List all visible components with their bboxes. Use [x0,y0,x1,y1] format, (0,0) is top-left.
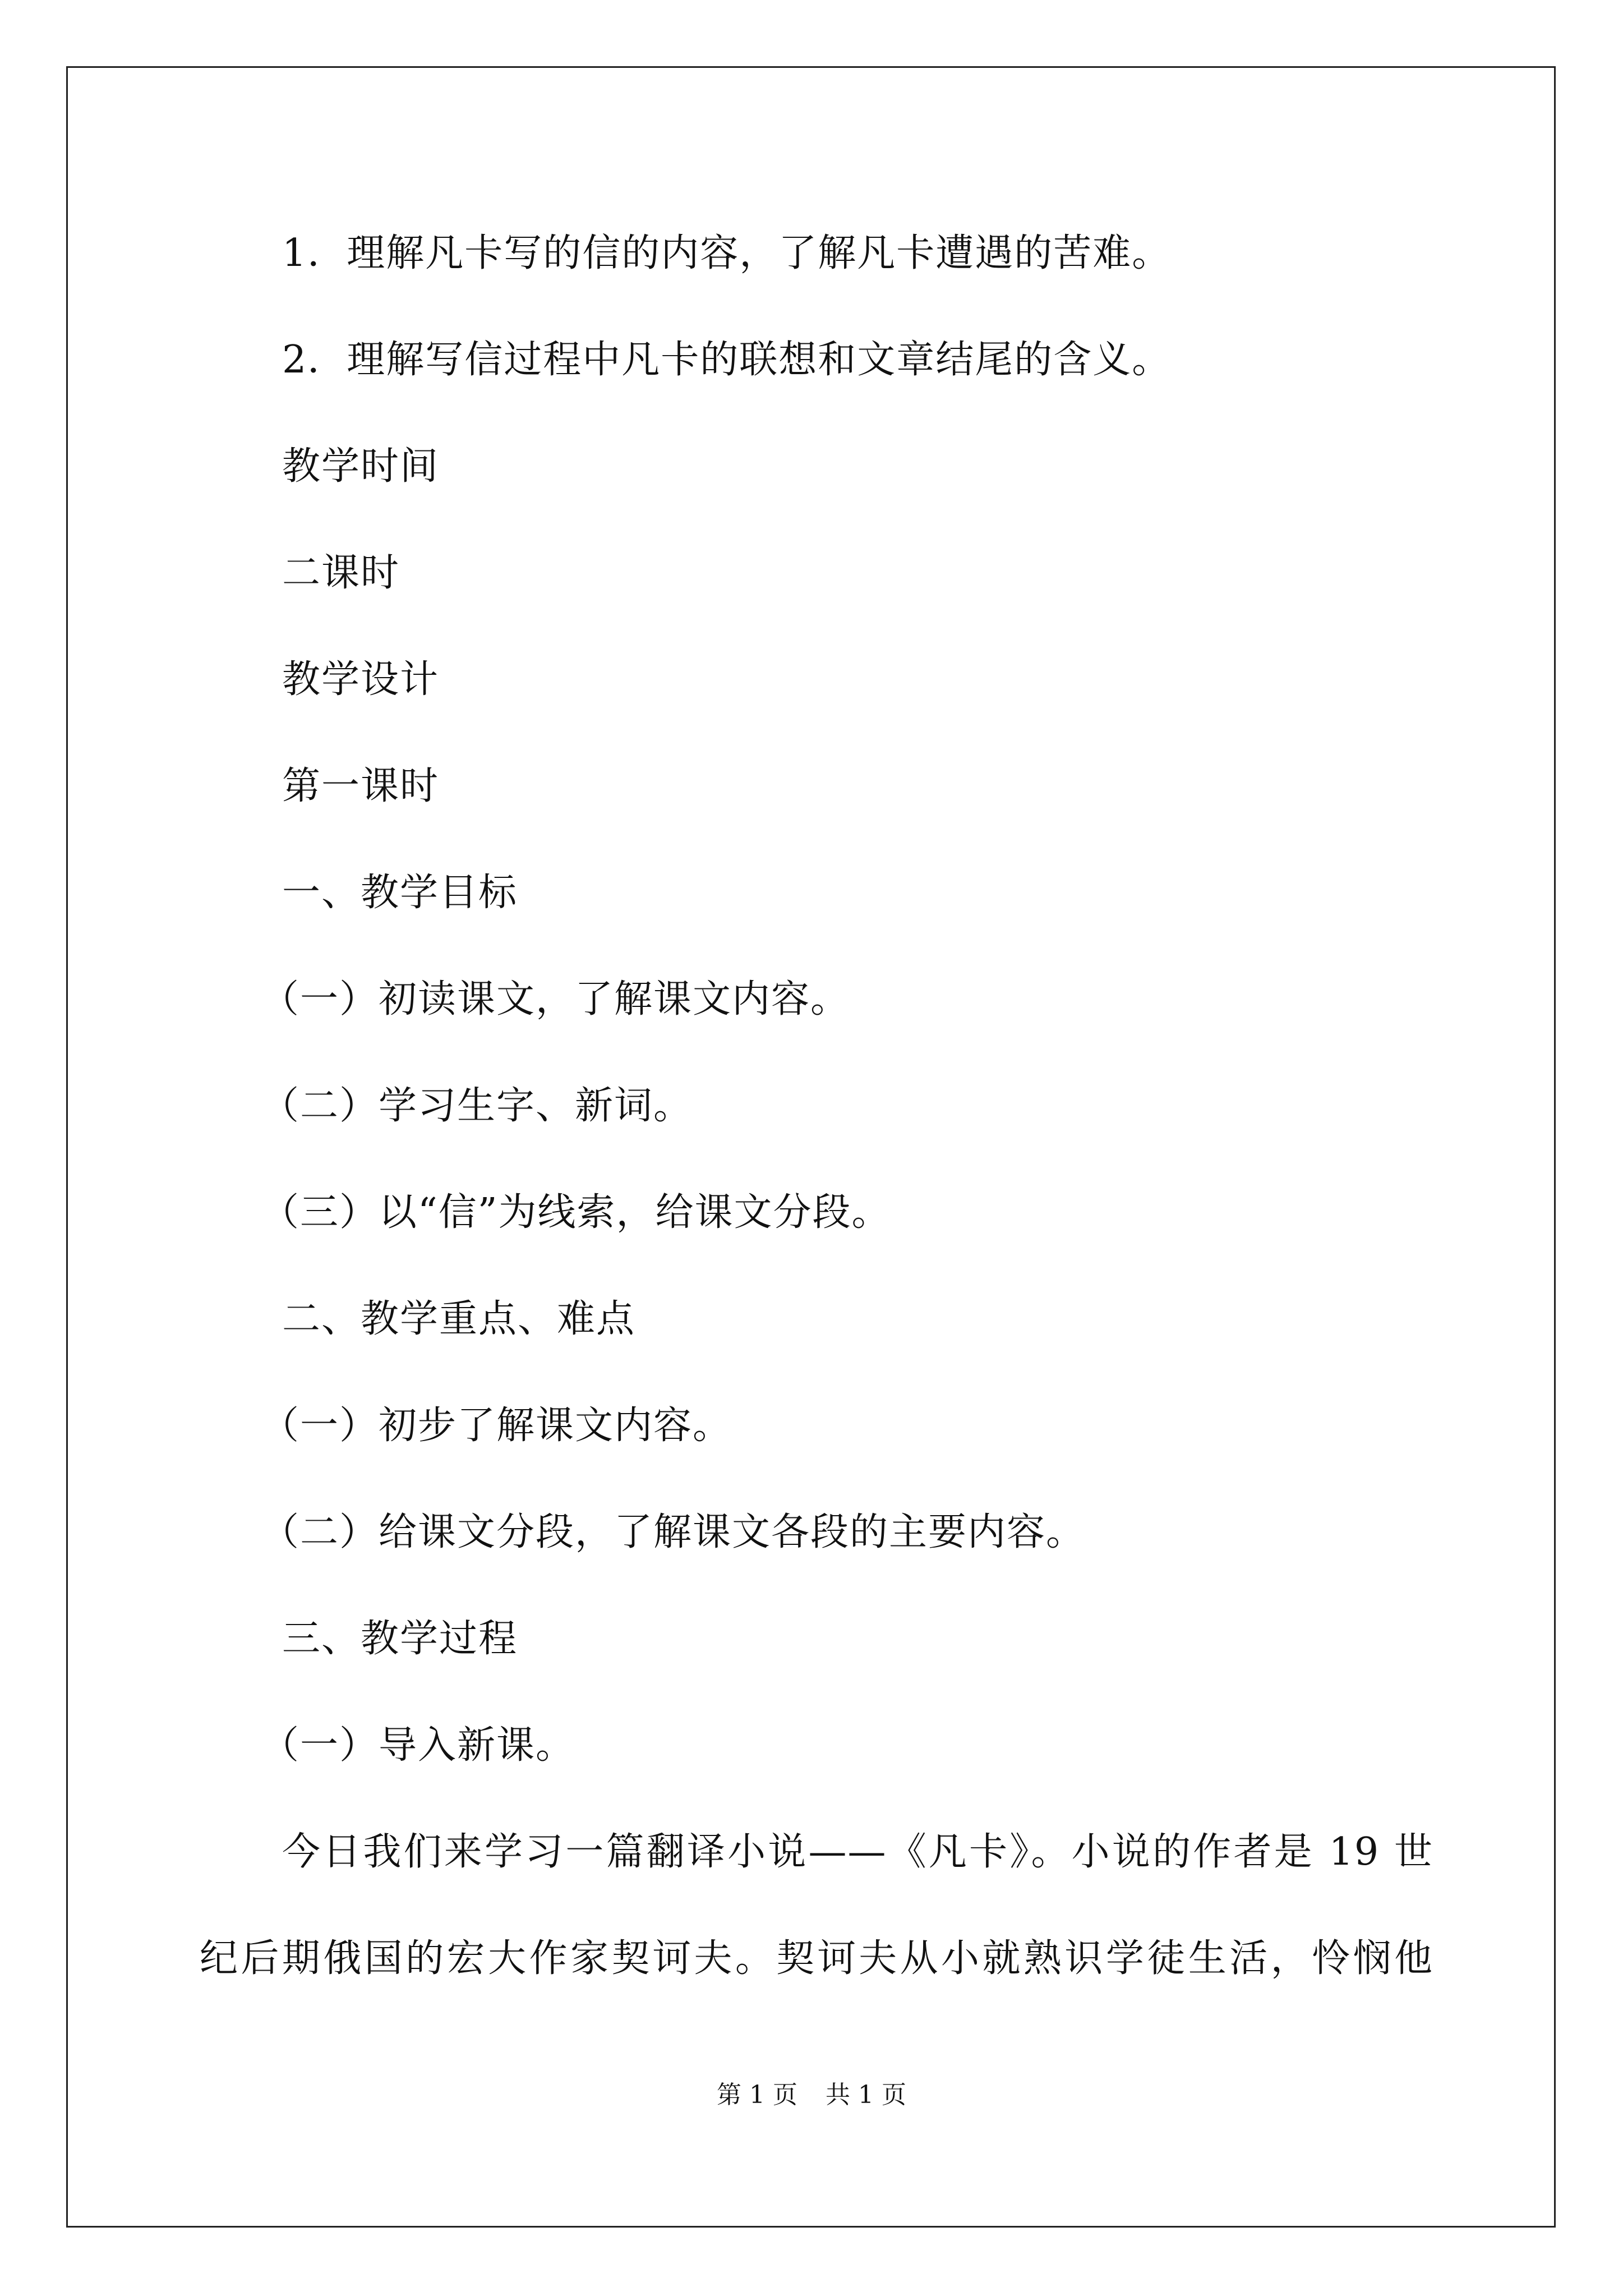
section-heading-teaching-time: 教学时间 [282,444,440,489]
lesson-heading-first: 第一课时 [282,764,440,808]
section-heading-teaching-design: 教学设计 [282,657,440,702]
goal-item-1: （一）初读课文，了解课文内容。 [261,977,850,1022]
key-point-item-2: （二）给课文分段，了解课文各段的主要内容。 [261,1510,1086,1554]
heading-key-points: 二、教学重点、难点 [282,1297,636,1341]
intro-paragraph-line-2: 纪后期俄国的宏大作家契诃夫。契诃夫从小就熟识学徒生活，怜悯他 [200,1936,1433,1981]
key-point-item-1: （一）初步了解课文内容。 [261,1404,732,1448]
teaching-time-value: 二课时 [282,551,400,595]
heading-teaching-process: 三、教学过程 [282,1617,518,1661]
page-total: 共 1 页 [826,2081,906,2109]
objective-line-1: 1．理解凡卡写的信的内容，了解凡卡遭遇的苦难。 [282,231,1172,275]
goal-item-3: （三）以“信”为线索，给课文分段。 [261,1190,891,1235]
intro-paragraph-line-1: 今日我们来学习一篇翻译小说——《凡卡》。小说的作者是 19 世 [282,1830,1433,1874]
page-footer [0,2078,1623,2112]
heading-teaching-goals: 一、教学目标 [282,871,518,915]
page-number: 第 1 页 [717,2081,797,2109]
process-item-1: （一）导入新课。 [261,1723,575,1768]
objective-line-2: 2．理解写信过程中凡卡的联想和文章结尾的含义。 [282,338,1172,382]
goal-item-2: （二）学习生字、新词。 [261,1084,693,1128]
